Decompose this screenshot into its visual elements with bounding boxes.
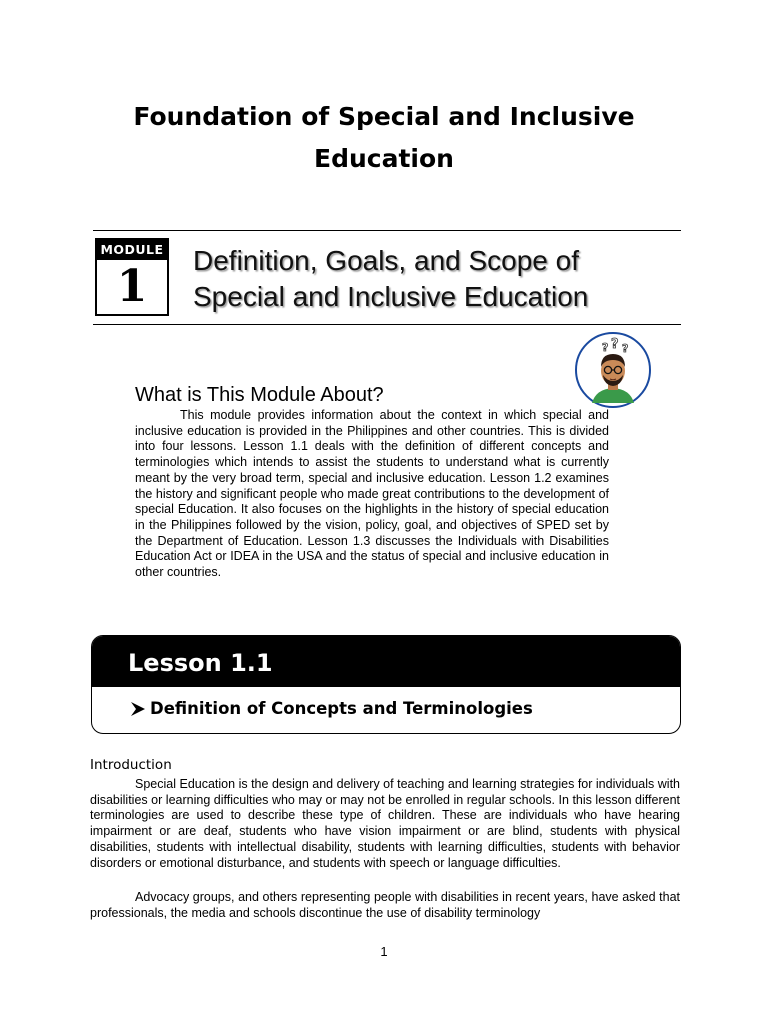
module-about-paragraph: This module provides information about the context in which special and inclusive education is provided in the Philippines and other countries. This is divided into four lessons. Lesson 1.1 deals with the definition of different concepts and terminologies which intends to assist the students to understand what is currently meant by the very broad term, special and inclusive education. Lesson 1.2 examines the history and significant people who made great contributions to the development of special Education. It also focuses on the highlights in the history of special education in the Philippines followed by the vision, policy, goal, and objectives of SPED set by the Department of Education. Lesson 1.3 discusses the Individuals with Disabilities Education Act or IDEA in the USA and the status of special and inclusive education in other countries. — [135, 408, 609, 580]
document-title — [0, 96, 768, 180]
module-top-rule — [93, 230, 681, 231]
document-title-line-2: Education — [314, 144, 454, 173]
arrow-bullet-icon — [130, 701, 146, 717]
module-title-line-1: Definition, Goals, and Scope of — [193, 245, 580, 276]
module-title — [193, 243, 673, 315]
introduction-paragraph-1: Special Education is the design and delivery of teaching and learning strategies for individuals with disabilities or learning difficulties who may or may not be enrolled in regular schools. In this lesson different terminologies are used to describe these type of children. These are individuals who have hearing impairment or are deaf, students who have vision impairment or are blind, students with physical disabilities, students with intellectual disability, students with learning difficulties, students with behavior disorders or emotional disturbance, and students with speech or language difficulties. — [90, 777, 680, 870]
lesson-subtitle-row — [92, 687, 680, 731]
module-about-heading: What is This Module About? — [135, 384, 384, 406]
module-title-line-2: Special and Inclusive Education — [193, 281, 589, 312]
module-badge — [95, 238, 169, 316]
lesson-banner — [91, 635, 681, 734]
lesson-title: Lesson 1.1 — [92, 636, 680, 687]
module-badge-number: 1 — [116, 261, 148, 312]
svg-text:?: ? — [602, 341, 609, 354]
introduction-heading: Introduction — [90, 757, 172, 773]
thinking-person-avatar-icon — [574, 331, 652, 409]
document-title-line-1: Foundation of Special and Inclusive — [133, 102, 635, 131]
module-bottom-rule — [93, 324, 681, 325]
svg-text:?: ? — [611, 337, 619, 352]
introduction-paragraph-2: Advocacy groups, and others representing people with disabilities in recent years, have asked that professionals, the media and schools discontinue the use of disability terminology — [90, 890, 680, 920]
lesson-subtitle: Definition of Concepts and Terminologies — [150, 699, 533, 718]
module-badge-label: MODULE — [97, 240, 167, 260]
svg-text:?: ? — [622, 342, 629, 355]
page-number: 1 — [380, 944, 388, 959]
